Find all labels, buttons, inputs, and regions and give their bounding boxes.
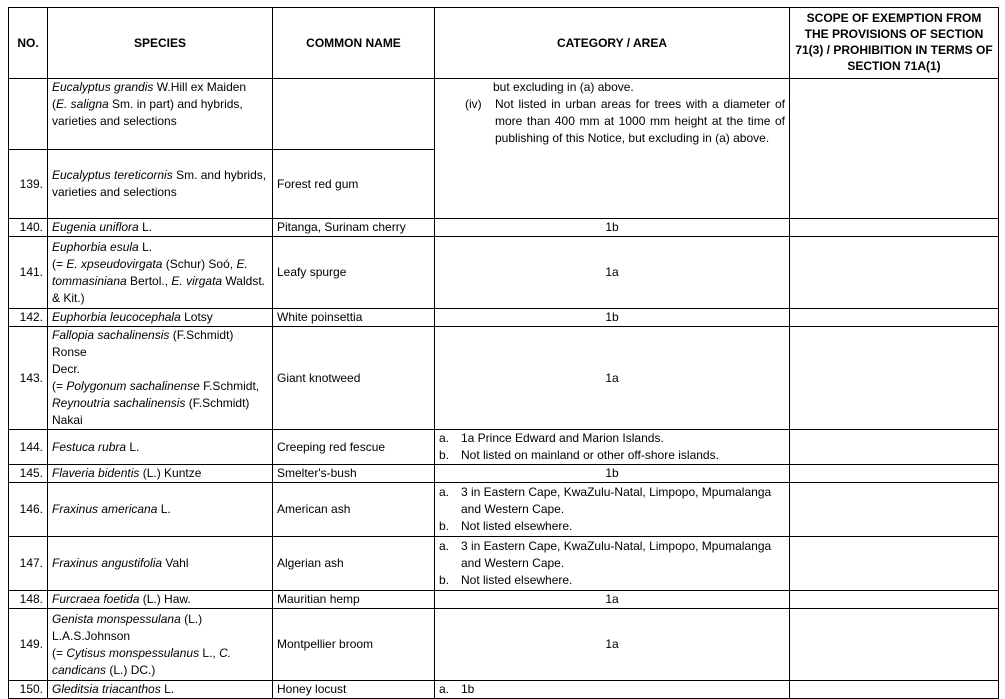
scope-cell xyxy=(790,591,999,609)
category-cell: 1b xyxy=(435,219,790,237)
header-category-area: CATEGORY / AREA xyxy=(435,8,790,79)
synonym-name: candicans xyxy=(52,662,107,677)
table-row xyxy=(9,237,999,309)
synonym-open: (= xyxy=(52,645,67,660)
species-note: varieties and selections xyxy=(52,114,177,128)
species-name: Flaveria bidentis xyxy=(52,466,140,480)
species-table xyxy=(8,7,999,699)
scope-cell xyxy=(790,609,999,681)
list-item xyxy=(439,538,785,572)
species-name: Furcraea foetida xyxy=(52,592,140,606)
list-item xyxy=(439,681,785,698)
category-cell: 1b xyxy=(435,309,790,327)
category-item-iv xyxy=(439,96,785,147)
row-number: 147. xyxy=(9,537,48,591)
row-number: 150. xyxy=(9,681,48,699)
table-row xyxy=(9,483,999,537)
species-name: Fraxinus angustifolia xyxy=(52,556,163,570)
table-row xyxy=(9,309,999,327)
species-name: Eugenia uniflora xyxy=(52,220,139,234)
species-name: Fallopia sachalinensis xyxy=(52,328,170,342)
species-synonym-open: ( xyxy=(52,97,56,111)
row-number: 140. xyxy=(9,219,48,237)
species-name: Euphorbia leucocephala xyxy=(52,310,181,324)
species-cell xyxy=(48,537,273,591)
synonym-name: E. virgata xyxy=(171,273,223,288)
synonym-name: Reynoutria sachalinensis xyxy=(52,396,186,410)
row-number: 148. xyxy=(9,591,48,609)
item-marker: a. xyxy=(439,682,450,696)
category-cell: 1b xyxy=(435,465,790,483)
species-authority: Lotsy xyxy=(180,310,213,324)
species-name: Euphorbia esula xyxy=(52,239,139,254)
item-text: Not listed in urban areas for trees with a diameter of more than 400 mm at 1000 mm height at the time of publishing of this Notice, but excluding in (a) above. xyxy=(495,97,785,145)
row-number: 143. xyxy=(9,327,48,430)
species-cell xyxy=(48,219,273,237)
item-marker: a. xyxy=(439,431,450,445)
species-name: Gleditsia triacanthos xyxy=(52,682,161,696)
species-name: Eucalyptus tereticornis xyxy=(52,168,173,182)
species-cell xyxy=(48,609,273,681)
row-number: 142. xyxy=(9,309,48,327)
row-number: 144. xyxy=(9,430,48,465)
species-authority: (F.Schmidt) Ronse xyxy=(52,328,234,359)
item-marker: (iv) xyxy=(465,97,482,111)
species-authority: L. xyxy=(126,439,140,454)
scope-cell xyxy=(790,430,999,465)
synonym-authority: F.Schmidt, xyxy=(199,379,260,393)
table-row xyxy=(9,591,999,609)
scope-cell xyxy=(790,483,999,537)
species-authority: (L.) Kuntze xyxy=(139,466,202,480)
species-authority: (L.) Haw. xyxy=(139,592,191,606)
synonym-authority: & Kit.) xyxy=(52,290,85,305)
species-cell xyxy=(48,591,273,609)
category-cell: 1a xyxy=(435,591,790,609)
synonym-authority: Waldst. xyxy=(222,273,265,288)
species-authority: L. xyxy=(138,220,153,234)
category-cell xyxy=(435,430,790,465)
common-name-cell xyxy=(273,79,435,150)
species-name: Festuca rubra xyxy=(52,439,127,454)
list-item xyxy=(439,447,785,464)
common-name-cell: Algerian ash xyxy=(273,537,435,591)
item-text: Not listed elsewhere. xyxy=(461,573,573,587)
row-number xyxy=(9,79,48,150)
species-cell xyxy=(48,327,273,430)
species-cell xyxy=(48,430,273,465)
common-name-cell: Smelter's-bush xyxy=(273,465,435,483)
item-text: 1a Prince Edward and Marion Islands. xyxy=(461,431,664,445)
synonym-name: Cytisus monspessulanus xyxy=(66,645,200,660)
row-number: 145. xyxy=(9,465,48,483)
species-authority: Decr. xyxy=(52,362,81,376)
species-name: Fraxinus americana xyxy=(52,502,158,516)
header-species: SPECIES xyxy=(48,8,273,79)
common-name-cell: Creeping red fescue xyxy=(273,430,435,465)
common-name-cell: Honey locust xyxy=(273,681,435,699)
species-cell xyxy=(48,79,273,150)
category-cell: 1a xyxy=(435,609,790,681)
list-item xyxy=(439,484,785,518)
scope-cell xyxy=(790,465,999,483)
item-text: Not listed on mainland or other off-shore islands. xyxy=(461,448,719,462)
header-scope-of-exemption: SCOPE OF EXEMPTION FROM THE PROVISIONS OF SECTION 71(3) / PROHIBITION IN TERMS OF SECTION 71A(1) xyxy=(790,8,999,79)
synonym-name: tommasiniana xyxy=(52,273,127,288)
scope-cell xyxy=(790,327,999,430)
species-authority: L. xyxy=(160,682,175,696)
category-cell: 1a xyxy=(435,237,790,309)
synonym-open: (= xyxy=(52,379,67,393)
category-cell: 1a xyxy=(435,327,790,430)
row-number: 139. xyxy=(9,150,48,219)
row-number: 149. xyxy=(9,609,48,681)
category-cell xyxy=(435,483,790,537)
synonym-authority: Bertol., xyxy=(126,273,172,288)
item-marker: b. xyxy=(439,573,450,587)
species-note: varieties and selections xyxy=(52,185,177,199)
synonym-name: C. xyxy=(219,645,232,660)
table-row xyxy=(9,79,999,150)
table-row xyxy=(9,219,999,237)
item-text: Not listed elsewhere. xyxy=(461,519,573,533)
common-name-cell: Forest red gum xyxy=(273,150,435,219)
table-row xyxy=(9,609,999,681)
item-marker: a. xyxy=(439,539,450,553)
common-name-cell: Montpellier broom xyxy=(273,609,435,681)
species-name: Eucalyptus grandis xyxy=(52,80,154,94)
common-name-cell: White poinsettia xyxy=(273,309,435,327)
species-name: Genista monspessulana xyxy=(52,611,181,626)
common-name-cell: Leafy spurge xyxy=(273,237,435,309)
item-marker: b. xyxy=(439,519,450,533)
synonym-open: (= xyxy=(52,256,67,271)
species-cell xyxy=(48,483,273,537)
species-authority: L.A.S.Johnson xyxy=(52,628,131,643)
species-cell xyxy=(48,309,273,327)
species-cell xyxy=(48,237,273,309)
table-row xyxy=(9,430,999,465)
synonym-authority: (L.) DC.) xyxy=(106,662,156,677)
common-name-cell: Pitanga, Surinam cherry xyxy=(273,219,435,237)
synonym-name: E. xyxy=(236,256,248,271)
list-item xyxy=(439,430,785,447)
synonym-authority: (Schur) Soó, xyxy=(162,256,237,271)
synonym-authority: (F.Schmidt) xyxy=(185,396,250,410)
header-row xyxy=(9,8,999,79)
item-text: 3 in Eastern Cape, KwaZulu-Natal, Limpopo, Mpumalanga and Western Cape. xyxy=(461,485,772,516)
species-authority: W.Hill ex Maiden xyxy=(153,80,247,94)
synonym-name: Polygonum sachalinense xyxy=(66,379,200,393)
category-cell xyxy=(435,537,790,591)
species-authority: L. xyxy=(138,239,153,254)
common-name-cell: American ash xyxy=(273,483,435,537)
species-authority: L. xyxy=(157,502,171,516)
species-synonym: E. saligna xyxy=(56,97,109,111)
species-synonym-rest: Sm. in part) and hybrids, xyxy=(108,97,243,111)
category-cell xyxy=(435,79,790,219)
category-continuation: but excluding in (a) above. xyxy=(493,80,634,94)
synonym-authority: L., xyxy=(199,645,220,660)
table-row xyxy=(9,327,999,430)
common-name-cell: Mauritian hemp xyxy=(273,591,435,609)
common-name-cell: Giant knotweed xyxy=(273,327,435,430)
list-item xyxy=(439,572,785,589)
table-row xyxy=(9,465,999,483)
scope-cell xyxy=(790,537,999,591)
scope-cell xyxy=(790,237,999,309)
header-no: NO. xyxy=(9,8,48,79)
species-authority: Vahl xyxy=(162,556,189,570)
item-marker: a. xyxy=(439,485,450,499)
species-cell xyxy=(48,150,273,219)
scope-cell xyxy=(790,79,999,219)
synonym-authority: Nakai xyxy=(52,413,83,427)
row-number: 146. xyxy=(9,483,48,537)
item-text: 1b xyxy=(461,682,475,696)
header-common-name: COMMON NAME xyxy=(273,8,435,79)
table-row xyxy=(9,537,999,591)
scope-cell xyxy=(790,219,999,237)
synonym-name: E. xpseudovirgata xyxy=(66,256,163,271)
species-authority: (L.) xyxy=(180,611,203,626)
item-marker: b. xyxy=(439,448,450,462)
row-number: 141. xyxy=(9,237,48,309)
species-cell xyxy=(48,465,273,483)
list-item xyxy=(439,518,785,535)
species-authority: Sm. and hybrids, xyxy=(172,168,267,182)
item-text: 3 in Eastern Cape, KwaZulu-Natal, Limpopo, Mpumalanga and Western Cape. xyxy=(461,539,772,570)
scope-cell xyxy=(790,309,999,327)
